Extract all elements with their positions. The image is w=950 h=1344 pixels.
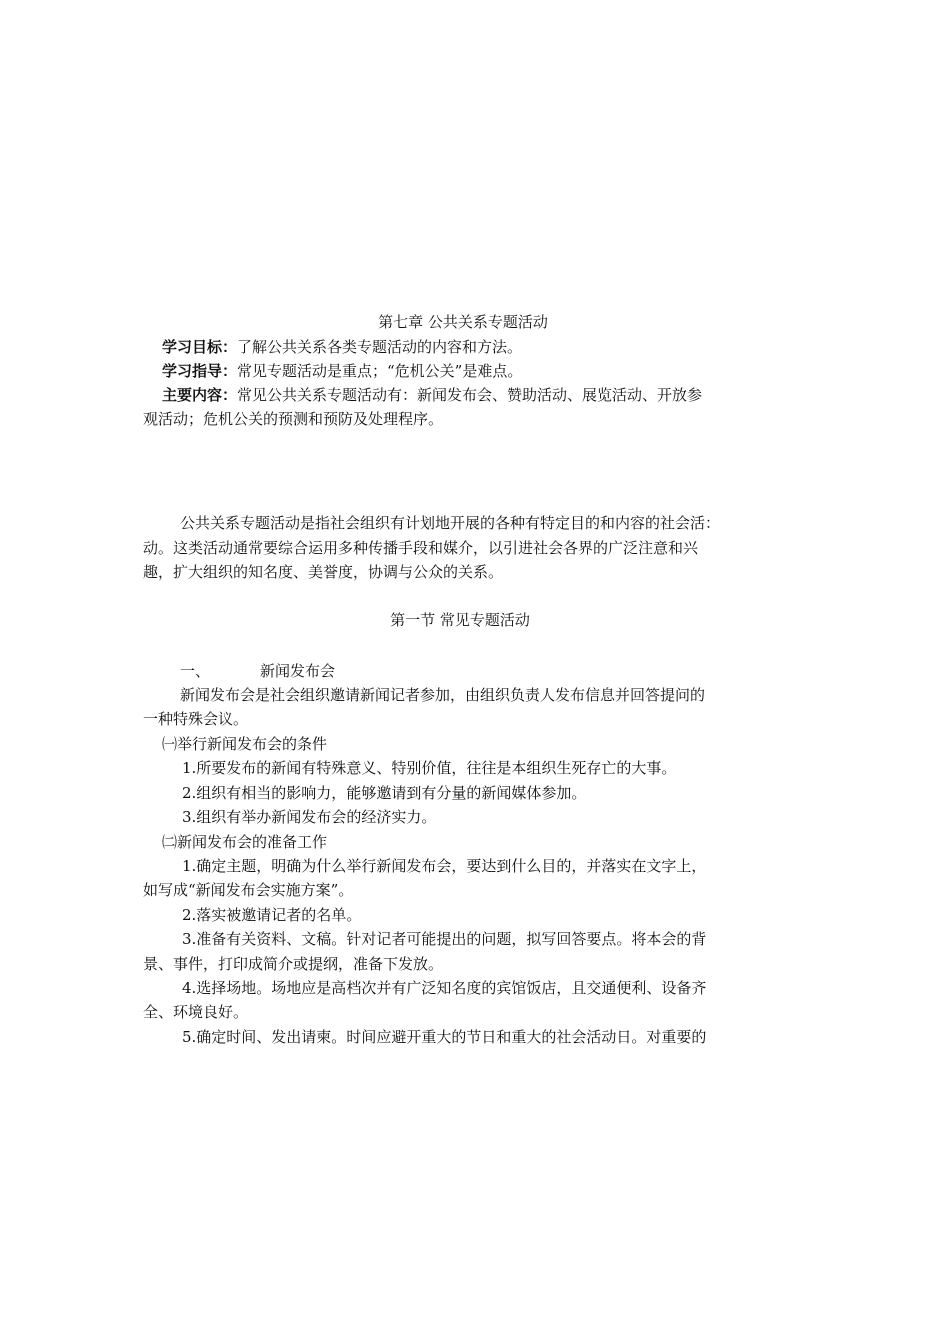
prep-3-line-2: 景、事件，打印成简介或提纲，准备下发放。 — [143, 955, 444, 973]
item-heading — [180, 661, 840, 681]
definition-line-2: 一种特殊会议。 — [143, 710, 249, 728]
main-content-label: 主要内容： — [162, 386, 238, 404]
prep-3-line-1: 3.准备有关资料、文稿。针对记者可能提出的问题，拟写回答要点。将本会的背 — [182, 930, 707, 948]
intro-line-3: 趣，扩大组织的知名度、美誉度，协调与公众的关系。 — [143, 563, 504, 581]
learning-goal-label: 学习目标： — [162, 338, 238, 356]
learning-goal-text: 了解公共关系各类专题活动的内容和方法。 — [237, 338, 523, 356]
section-title: 第一节 常见专题活动 — [390, 611, 530, 629]
prep-5-line-1: 5.确定时间、发出请柬。时间应避开重大的节日和重大的社会活动日。对重要的 — [182, 1028, 707, 1046]
intro-line-1: 公共关系专题活动是指社会组织有计划地开展的各种有特定目的和内容的社会活： — [180, 514, 721, 532]
subheading-conditions: ㈠举行新闻发布会的条件 — [162, 735, 328, 753]
condition-2: 2.组织有相当的影响力，能够邀请到有分量的新闻媒体参加。 — [182, 784, 587, 802]
learning-guide-text: 常见专题活动是重点；“危机公关”是难点。 — [237, 362, 523, 380]
prep-2: 2.落实被邀请记者的名单。 — [182, 906, 362, 924]
item-number: 一、 — [180, 662, 211, 680]
main-content-cont: 观活动；危机公关的预测和预防及处理程序。 — [143, 410, 444, 428]
chapter-title: 第七章 公共关系专题活动 — [378, 313, 548, 331]
learning-goal — [162, 337, 822, 357]
main-content — [162, 385, 776, 405]
learning-guide-label: 学习指导： — [162, 362, 238, 380]
prep-1-line-2: 如写成“新闻发布会实施方案”。 — [143, 881, 354, 899]
main-content-text: 常见公共关系专题活动有：新闻发布会、赞助活动、展览活动、开放参 — [237, 386, 703, 404]
prep-1-line-1: 1.确定主题，明确为什么举行新闻发布会，要达到什么目的，并落实在文字上， — [182, 857, 707, 875]
condition-1: 1.所要发布的新闻有特殊意义、特别价值，往往是本组织生死存亡的大事。 — [182, 759, 677, 777]
subheading-preparation: ㈡新闻发布会的准备工作 — [162, 833, 328, 851]
prep-4-line-1: 4.选择场地。场地应是高档次并有广泛知名度的宾馆饭店，且交通便利、设备齐 — [182, 979, 707, 997]
prep-4-line-2: 全、环境良好。 — [143, 1003, 249, 1021]
condition-3: 3.组织有举办新闻发布会的经济实力。 — [182, 808, 437, 826]
definition-line-1: 新闻发布会是社会组织邀请新闻记者参加，由组织负责人发布信息并回答提问的 — [180, 686, 706, 704]
intro-line-2: 动。这类活动通常要综合运用多种传播手段和媒介，以引进社会各界的广泛注意和兴 — [143, 539, 699, 557]
learning-guide — [162, 361, 822, 381]
item-title: 新闻发布会 — [260, 662, 336, 680]
